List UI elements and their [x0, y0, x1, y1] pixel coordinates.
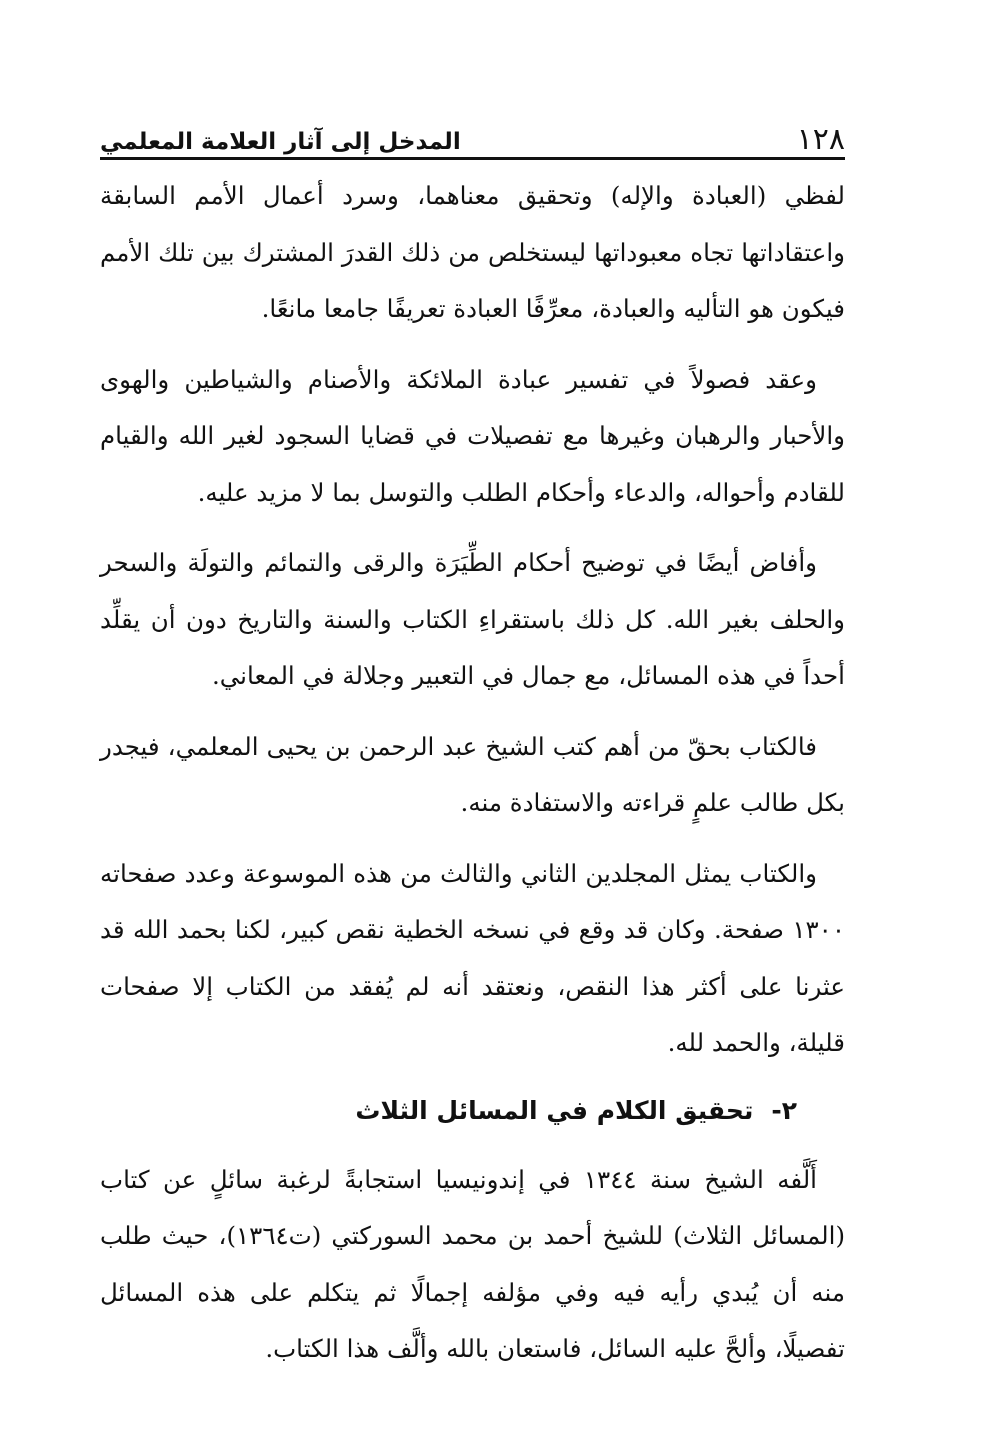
page-number: ١٢٨ — [796, 122, 845, 157]
paragraph-worship-definition: لفظي (العبادة والإله) وتحقيق معناهما، وسرد أعمال الأمم السابقة واعتقاداتها تجاه معبوداتها ليستخلص من ذلك القدرَ المشترك بين تلك الأمم فيكون هو التأليه والعبادة، معرِّفًا العبادة تعريفًا جامعا مانعًا. — [100, 181, 845, 323]
book-page — [100, 110, 845, 1363]
section-title: تحقيق الكلام في المسائل الثلاث — [355, 1095, 754, 1125]
section-heading — [100, 1086, 845, 1136]
paragraph-book-importance: فالكتاب بحقّ من أهم كتب الشيخ عبد الرحمن بن يحيى المعلمي، فيجدر بكل طالب علمٍ قراءته والاستفادة منه. — [100, 731, 845, 817]
body-text — [100, 168, 845, 1378]
page-header — [100, 110, 845, 160]
paragraph-three-issues: أَلَّفه الشيخ سنة ١٣٤٤ في إندونيسيا استجابةً لرغبة سائلٍ عن كتاب (المسائل الثلاث) للشيخ أحمد بن محمد السوركتي (ت١٣٦٤)، حيث طلب منه أن يُبدي رأيه فيه وفي مؤلفه إجمالًا ثم يتكلم على هذه المسائل تفصيلًا، وألحَّ عليه السائل، فاستعان بالله وألَّف هذا الكتاب. — [100, 1164, 845, 1363]
paragraph-omens-amulets: وأفاض أيضًا في توضيح أحكام الطِّيَرَة والرقى والتمائم والتولَة والسحر والحلف بغير الله. كل ذلك باستقراءِ الكتاب والسنة والتاريخ دون أن يقلِّد أحداً في هذه المسائل، مع جمال في التعبير وجلالة في المعاني. — [100, 548, 845, 690]
paragraph-volumes-pages: والكتاب يمثل المجلدين الثاني والثالث من هذه الموسوعة وعدد صفحاته ١٣٠٠ صفحة. وكان قد وقع في نسخه الخطية نقص كبير، لكنا بحمد الله قد عثرنا على أكثر هذا النقص، ونعتقد أنه لم يُفقد من الكتاب إلا صفحات قليلة، والحمد لله. — [100, 858, 845, 1057]
paragraph-chapters-worship: وعقد فصولاً في تفسير عبادة الملائكة والأصنام والشياطين والهوى والأحبار والرهبان وغيرها مع تفصيلات في قضايا السجود لغير الله والقيام للقادم وأحواله، والدعاء وأحكام الطلب والتوسل بما لا مزيد عليه. — [100, 364, 845, 507]
section-number: ٢- — [771, 1095, 797, 1125]
running-title: المدخل إلى آثار العلامة المعلمي — [100, 129, 461, 155]
